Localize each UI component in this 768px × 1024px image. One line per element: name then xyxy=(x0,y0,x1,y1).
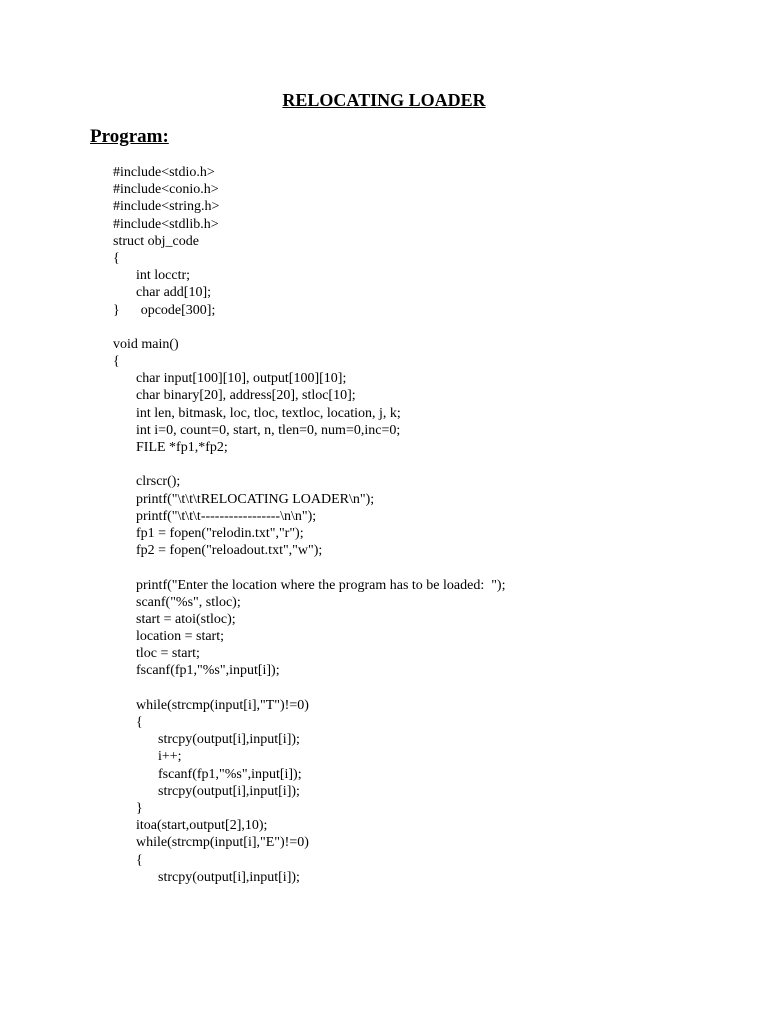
code-line: int len, bitmask, loc, tloc, textloc, location, j, k; xyxy=(136,405,401,421)
code-line: i++; xyxy=(158,749,182,765)
code-line: while(strcmp(input[i],"E")!=0) xyxy=(136,835,309,851)
document-title: RELOCATING LOADER xyxy=(282,90,486,110)
code-line: fscanf(fp1,"%s",input[i]); xyxy=(136,663,280,679)
code-line xyxy=(113,319,505,336)
code-line: { xyxy=(136,852,143,868)
code-line: scanf("%s", stloc); xyxy=(136,594,241,610)
code-line: location = start; xyxy=(136,629,224,645)
code-line: strcpy(output[i],input[i]); xyxy=(158,869,300,885)
code-line: fp2 = fopen("reloadout.txt","w"); xyxy=(136,543,323,559)
code-line: printf("\t\t\t-----------------\n\n"); xyxy=(136,508,317,524)
code-line: fscanf(fp1,"%s",input[i]); xyxy=(158,766,302,782)
code-line: strcpy(output[i],input[i]); xyxy=(158,732,300,748)
program-heading: Program: xyxy=(90,126,169,147)
code-line: { xyxy=(113,354,120,370)
code-line: #include<conio.h> xyxy=(113,182,219,198)
code-line: } opcode[300]; xyxy=(113,302,216,318)
code-line: tloc = start; xyxy=(136,646,200,662)
code-line xyxy=(113,680,505,697)
code-line: printf("Enter the location where the program has to be loaded: "); xyxy=(136,577,506,593)
code-line: char add[10]; xyxy=(136,285,212,301)
code-line: #include<string.h> xyxy=(113,199,220,215)
code-line: char input[100][10], output[100][10]; xyxy=(136,371,347,387)
code-line: fp1 = fopen("relodin.txt","r"); xyxy=(136,525,304,541)
code-line: #include<stdlib.h> xyxy=(113,216,219,232)
code-line: while(strcmp(input[i],"T")!=0) xyxy=(136,697,309,713)
code-line: int locctr; xyxy=(136,268,191,284)
code-line: FILE *fp1,*fp2; xyxy=(136,440,228,455)
code-line: itoa(start,output[2],10); xyxy=(136,818,268,834)
code-line: clrscr(); xyxy=(136,474,181,490)
code-line: strcpy(output[i],input[i]); xyxy=(158,783,300,799)
code-line: char binary[20], address[20], stloc[10]; xyxy=(136,388,356,404)
code-line: struct obj_code xyxy=(113,233,199,249)
code-line xyxy=(113,456,505,473)
code-listing xyxy=(113,164,505,886)
code-line: #include<stdio.h> xyxy=(113,165,215,180)
code-line xyxy=(113,559,505,576)
code-line: start = atoi(stloc); xyxy=(136,611,236,627)
code-line: void main() xyxy=(113,336,179,352)
code-line: { xyxy=(136,715,143,730)
code-line: printf("\t\t\tRELOCATING LOADER\n"); xyxy=(136,491,375,507)
code-line: { xyxy=(113,250,120,266)
code-line: } xyxy=(136,800,143,816)
code-line: int i=0, count=0, start, n, tlen=0, num=0,inc=0; xyxy=(136,422,401,438)
